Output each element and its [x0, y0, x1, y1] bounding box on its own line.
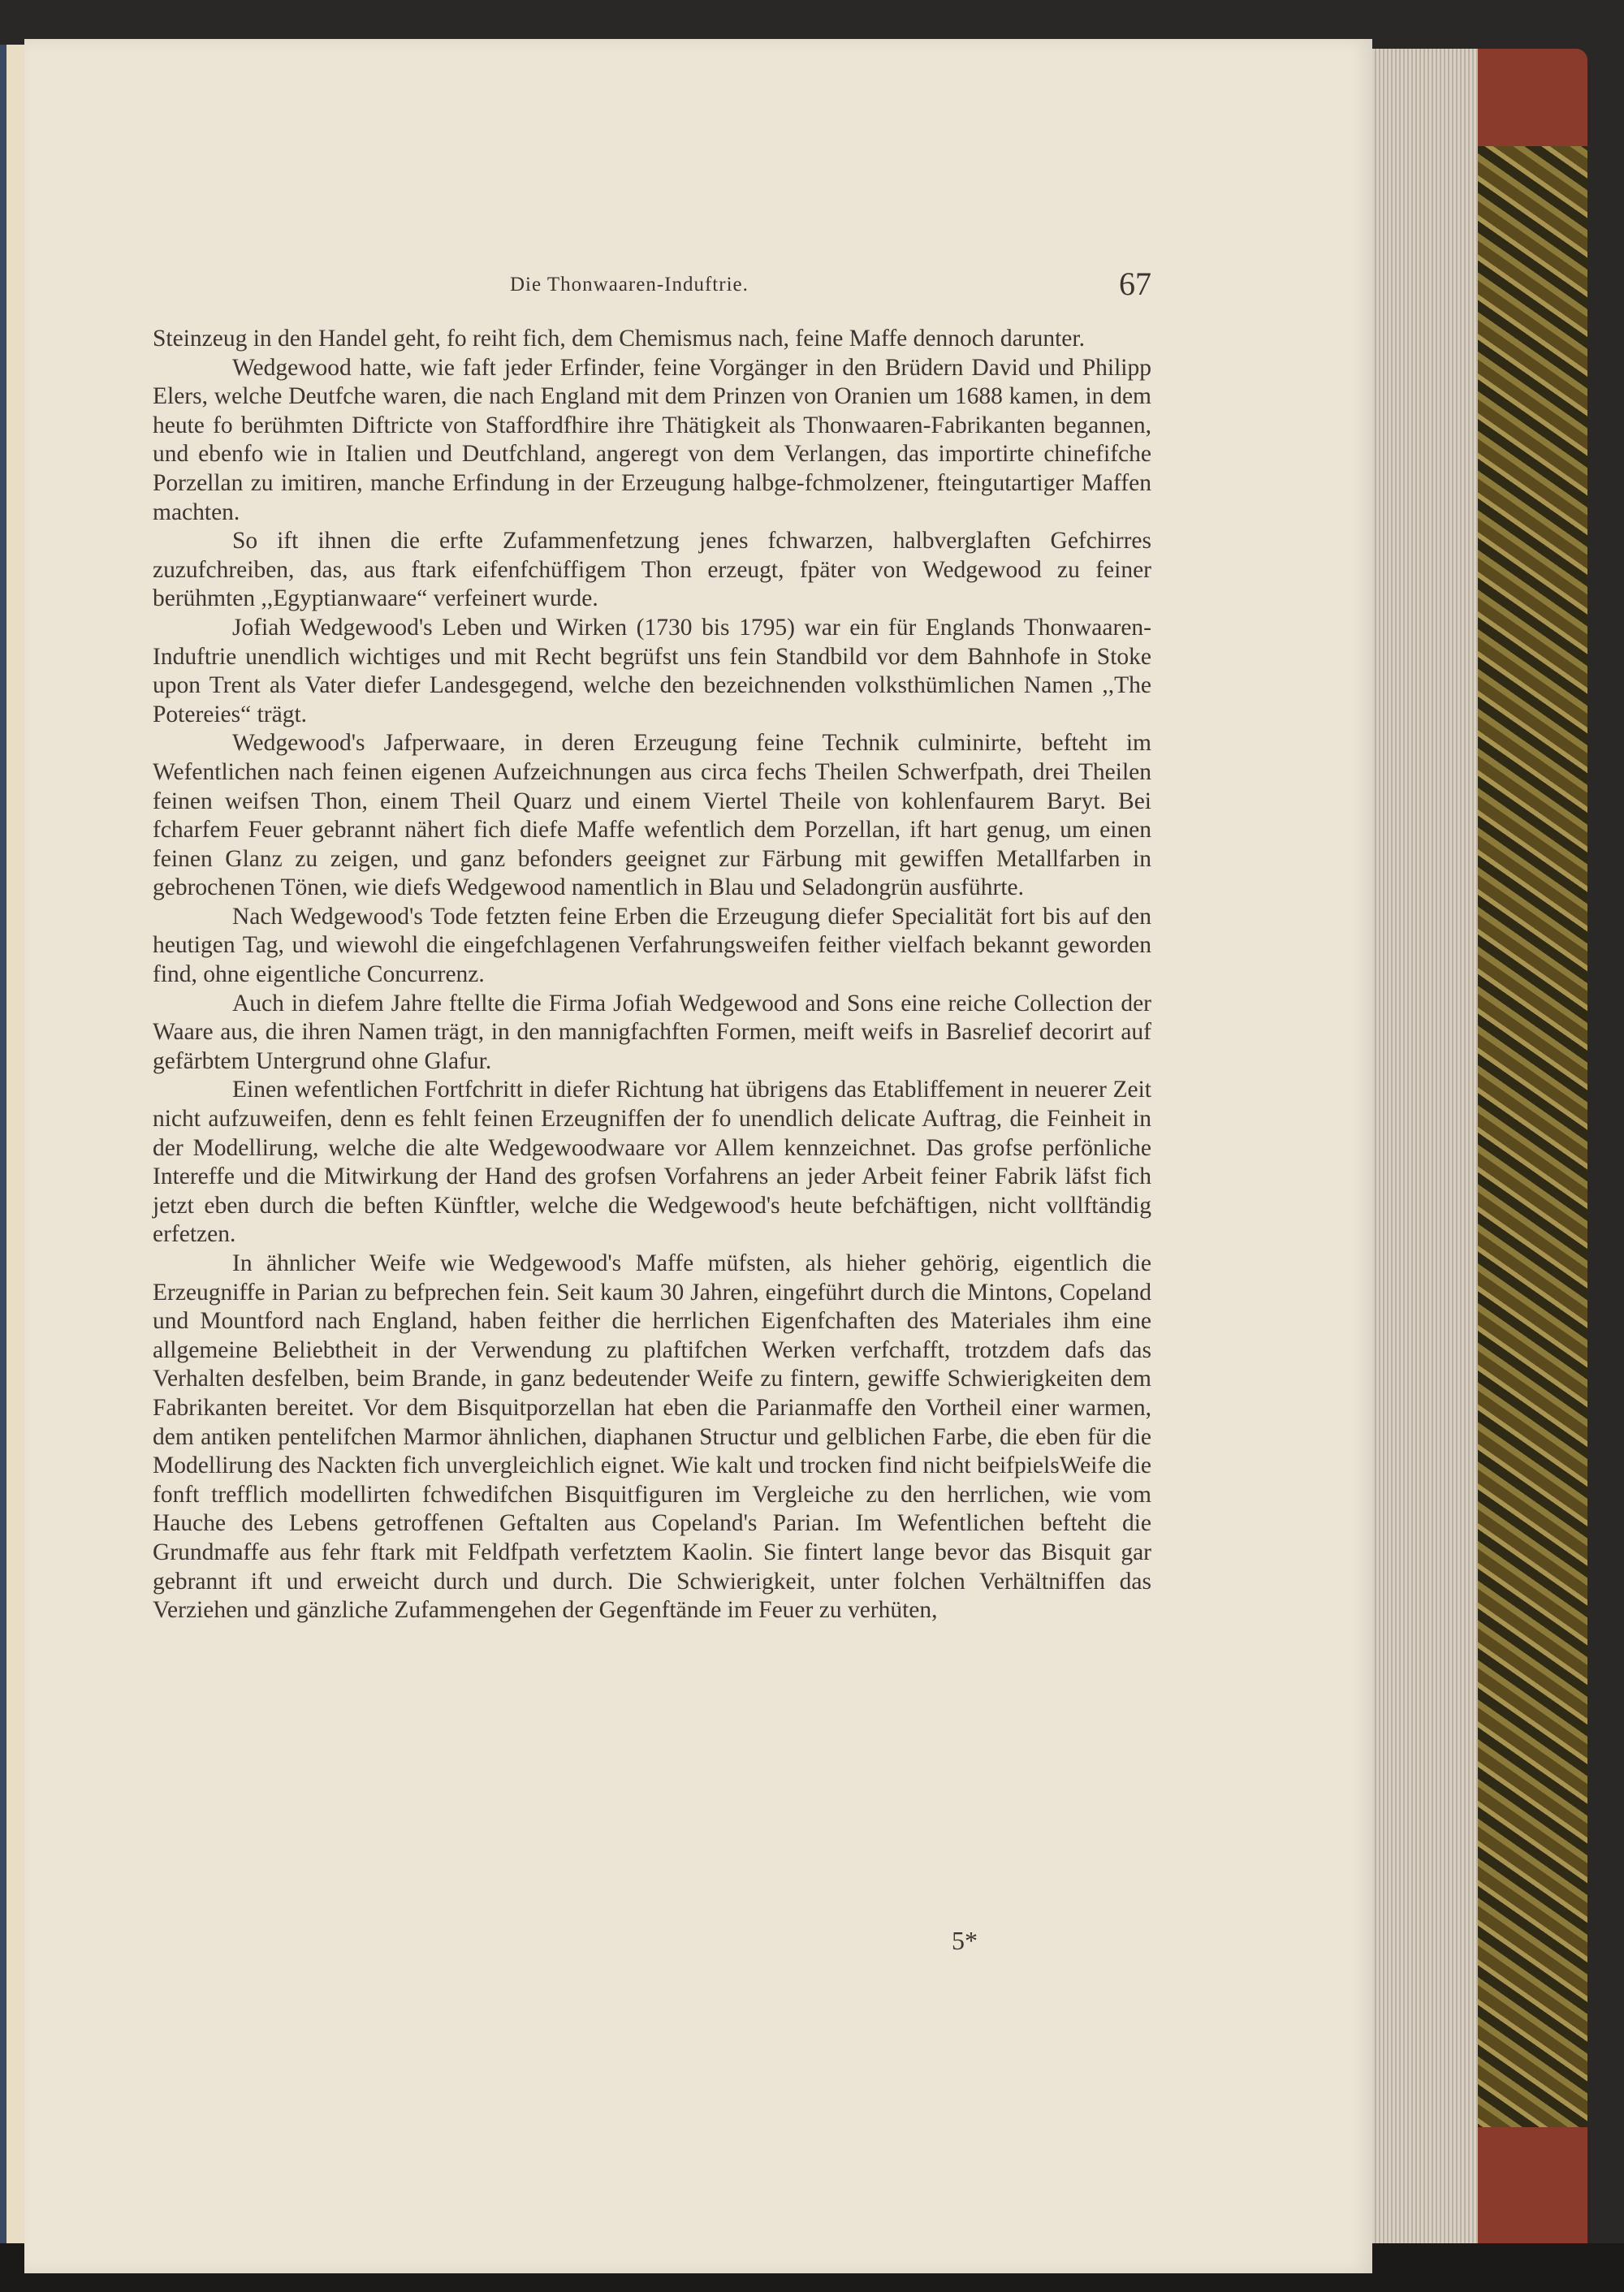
page-edges [1364, 49, 1478, 2277]
paragraph: Wedgewood hatte, wie faft jeder Erfinder, feine Vorgänger in den Brüdern David und Philipp Elers, welche Deutfche waren, die nach England mit dem Prinzen von Oranien um 1688 kamen, in dem heute fo berühmten Diftricte von Staffordfhire ihre Thätigkeit als Thonwaaren-Fabrikanten begannen, und ebenfo wie in Italien und Deutfchland, angeregt von dem Verlangen, das importirte chinefifche Porzellan zu imitiren, manche Erfindung in der Erzeugung halbge-fchmolzener, fteingutartiger Maffen machten. [153, 354, 1151, 525]
paragraph: Einen wefentlichen Fortfchritt in diefer Richtung hat übrigens das Etabliffement in neuerer Zeit nicht aufzuweifen, denn es fehlt feinen Erzeugniffen der fo unendlich delicate Auftrag, die Feinheit in der Modellirung, welche die alte Wedgewoodwaare vor Allem kennzeichnet. Das grofse perfönliche Intereffe und die Mitwirkung der Hand des grofsen Vorfahrens an jeder Arbeit feiner Fabrik läfst fich jetzt eben durch die beften Künftler, welche die Wedgewood's heute befchäftigen, nicht vollftändig erfetzen. [153, 1077, 1151, 1248]
running-title: Die Thonwaaren-Induftrie. [510, 274, 749, 296]
paragraph: Steinzeug in den Handel geht, fo reiht fich, dem Chemismus nach, feine Maffe dennoch darunter. [153, 326, 1085, 352]
paragraph: So ift ihnen die erfte Zufammenfetzung jenes fchwarzen, halbverglaften Gefchirres zuzufchreiben, das, aus ftark eifenfchüffigem Thon erzeugt, fpäter von Wedgewood zu feiner berühmten ,,Egyptianwaare“ verfeinert wurde. [153, 528, 1151, 612]
paragraph: Auch in diefem Jahre ftellte die Firma Jofiah Wedgewood and Sons eine reiche Collection der Waare aus, die ihren Namen trägt, in den mannigfachften Formen, meift weifs in Basrelief decorirt auf gefärbtem Untergrund ohne Glafur. [153, 990, 1151, 1074]
page-header [153, 261, 1151, 310]
paragraph: Wedgewood's Jafperwaare, in deren Erzeugung feine Technik culminirte, befteht im Wefentlichen nach feinen eigenen Aufzeichnungen aus circa fechs Theilen Schwerfpath, drei Theilen feinen weifsen Thon, einem Theil Quarz und einem Viertel Theile von kohlenfaurem Baryt. Bei fcharfem Feuer gebrannt nähert fich diefe Maffe wefentlich dem Porzellan, ift hart genug, um einen feinen Glanz zu zeigen, und ganz befonders geeignet zur Färbung mit gewiffen Metallfarben in gebrochenen Tönen, wie diefs Wedgewood namentlich in Blau und Seladongrün ausführte. [153, 730, 1151, 901]
body-text [153, 325, 1151, 1625]
page-number: 67 [1119, 265, 1151, 302]
signature-mark: 5* [952, 1926, 978, 1955]
paragraph: In ähnlicher Weife wie Wedgewood's Maffe müfsten, als hieher gehörig, eigentlich die Erzeugniffe in Parian zu befprechen fein. Seit kaum 30 Jahren, eingeführt durch die Mintons, Copeland und Mountford nach England, haben feither die herrlichen Eigenfchaften des Materiales ihm eine allgemeine Beliebtheit in der Verwendung zu plaftifchen Werken verfchafft, trotzdem dafs das Verhalten desfelben, beim Brande, in ganz bedeutender Weife zu fintern, gewiffe Schwierigkeiten dem Fabrikanten bereitet. Vor dem Bisquitporzellan hat eben die Parianmaffe den Vortheil einer warmen, dem antiken pentelifchen Marmor ähnlichen, diaphanen Structur und gelblichen Farbe, die eben für die Modellirung des Nackten fich unvergleichlich eignet. Wie kalt und trocken find nicht beifpielsWeife die fonft trefflich modellirten fchwedifchen Bisquitfiguren im Vergleiche zu den herrlichen, wie vom Hauche des Lebens getroffenen Geftalten aus Copeland's Parian. Im Wefentlichen befteht die Grundmaffe aus fehr ftark mit Feldfpath verfetztem Kaolin. Sie fintert lange bevor das Bisquit gar gebrannt ift und erweicht durch und durch. Die Schwierigkeit, unter folchen Verhältniffen das Verziehen und gänzliche Zufammengehen der Gegenftände im Feuer zu verhüten, [153, 1250, 1151, 1624]
paragraph: Jofiah Wedgewood's Leben und Wirken (1730 bis 1795) war ein für Englands Thonwaaren-Induftrie unendlich wichtiges und mit Recht begrüfst uns fein Standbild vor dem Bahnhofe in Stoke upon Trent als Vater diefer Landesgegend, welche den bezeichnenden volksthümlichen Namen ,,The Potereies“ trägt. [153, 614, 1151, 727]
paragraph: Nach Wedgewood's Tode fetzten feine Erben die Erzeugung diefer Specialität fort bis auf den heutigen Tag, und wiewohl die eingefchlagenen Verfahrungsweifen feither vielfach bekannt geworden find, ohne eigentliche Concurrenz. [153, 903, 1151, 988]
